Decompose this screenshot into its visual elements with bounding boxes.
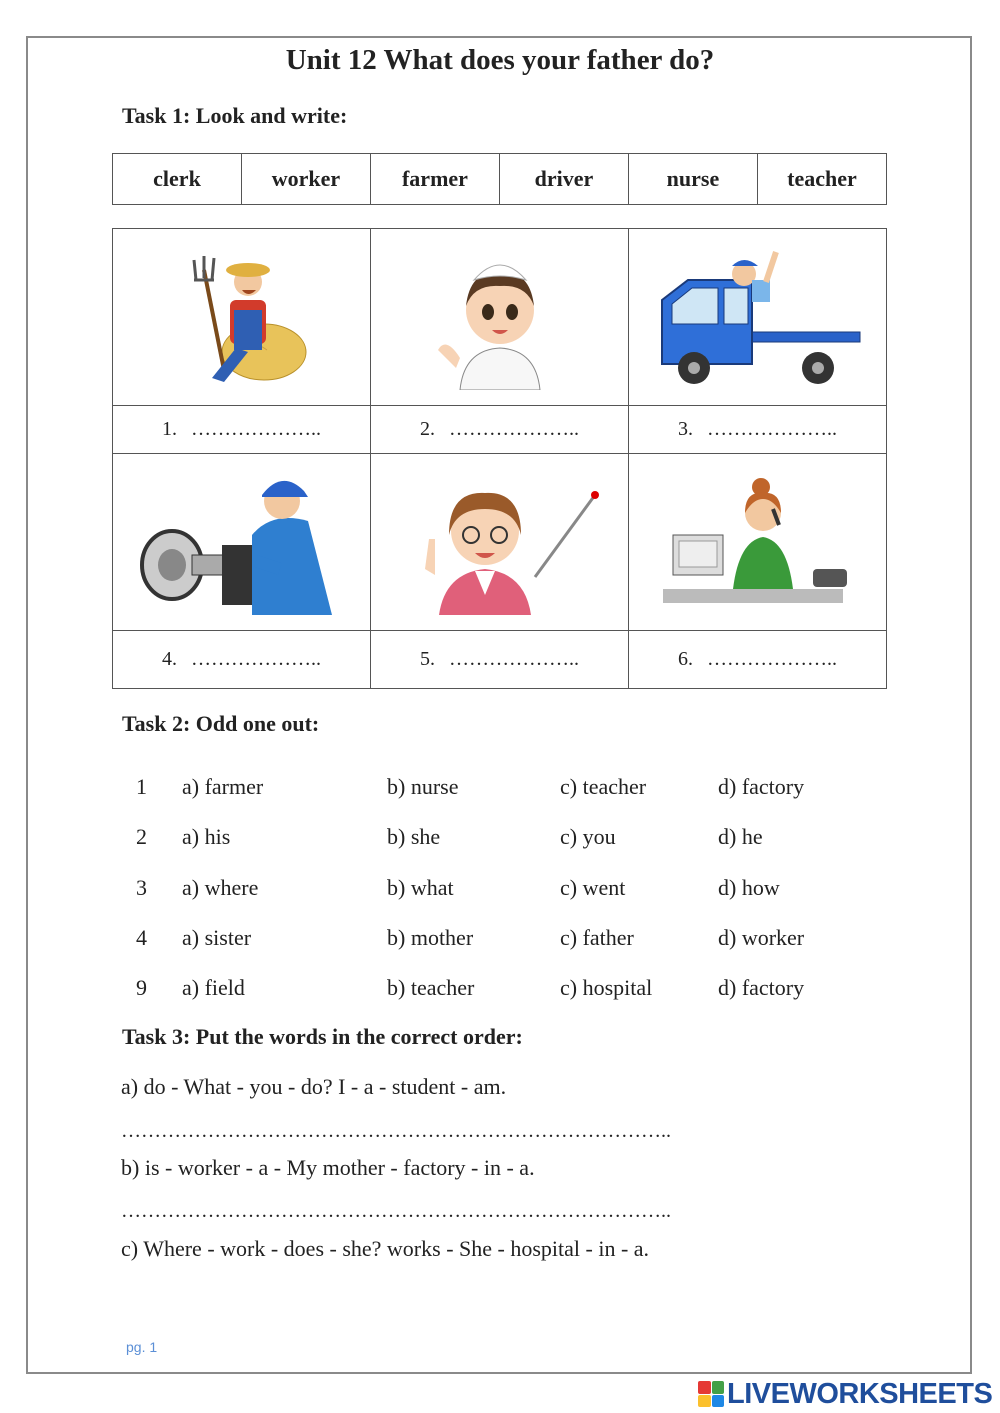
question-number: 9 <box>136 975 147 1000</box>
word-bank-item: worker <box>241 154 370 205</box>
option-d[interactable]: d) he <box>718 824 763 849</box>
nurse-picture <box>371 229 629 406</box>
option-c[interactable]: c) hospital <box>560 975 653 1000</box>
answer-cell[interactable] <box>113 406 371 454</box>
answer-blank[interactable]: ……………….. <box>449 648 579 670</box>
answer-blank[interactable]: ……………….. <box>449 418 579 440</box>
option-d[interactable]: d) worker <box>718 925 805 950</box>
answer-blank[interactable]: ……………….. <box>191 648 321 670</box>
word-bank-item: clerk <box>113 154 242 205</box>
answer-blank[interactable]: ……………….. <box>191 418 321 440</box>
option-d[interactable]: d) factory <box>718 975 805 1000</box>
answer-cell[interactable] <box>371 406 629 454</box>
task1-heading: Task 1: Look and write: <box>122 103 348 128</box>
answer-number: 5. <box>420 648 435 670</box>
scrambled-sentence: b) is - worker - a - My mother - factory - in - a. <box>121 1155 535 1180</box>
option-b[interactable]: b) what <box>387 875 454 900</box>
worker-picture <box>113 454 371 631</box>
option-a[interactable]: a) farmer <box>182 774 264 799</box>
option-a[interactable]: a) where <box>182 875 259 900</box>
word-bank <box>112 153 887 205</box>
answer-line[interactable]: ……………………………………………………………………….. <box>121 1120 671 1142</box>
liveworksheets-logo[interactable] <box>698 1378 992 1410</box>
answer-line[interactable]: ……………………………………………………………………….. <box>121 1200 671 1222</box>
odd-one-out-row <box>0 774 1000 804</box>
answer-cell[interactable] <box>113 631 371 689</box>
option-b[interactable]: b) teacher <box>387 975 475 1000</box>
question-number: 4 <box>136 925 147 950</box>
question-number: 2 <box>136 824 147 849</box>
option-b[interactable]: b) mother <box>387 925 474 950</box>
answer-cell[interactable] <box>371 631 629 689</box>
odd-one-out-row <box>0 925 1000 955</box>
driver-picture <box>629 229 887 406</box>
answer-number: 3. <box>678 418 693 440</box>
answer-number: 4. <box>162 648 177 670</box>
option-c[interactable]: c) you <box>560 824 616 849</box>
option-a[interactable]: a) his <box>182 824 231 849</box>
option-a[interactable]: a) sister <box>182 925 252 950</box>
option-b[interactable]: b) she <box>387 824 441 849</box>
page-title: Unit 12 What does your father do? <box>285 44 715 76</box>
word-bank-item: driver <box>499 154 628 205</box>
word-bank-item: teacher <box>757 154 886 205</box>
odd-one-out-row <box>0 875 1000 905</box>
scrambled-sentence: a) do - What - you - do? I - a - student - am. <box>121 1074 507 1099</box>
answer-cell[interactable] <box>629 631 887 689</box>
task2-heading: Task 2: Odd one out: <box>122 711 320 736</box>
scrambled-sentence: c) Where - work - does - she? works - She - hospital - in - a. <box>121 1236 650 1261</box>
option-d[interactable]: d) factory <box>718 774 805 799</box>
word-bank-item: nurse <box>628 154 757 205</box>
word-bank-item: farmer <box>370 154 499 205</box>
page-number: pg. 1 <box>126 1339 158 1355</box>
option-c[interactable]: c) father <box>560 925 634 950</box>
option-b[interactable]: b) nurse <box>387 774 459 799</box>
answer-number: 1. <box>162 418 177 440</box>
option-c[interactable]: c) teacher <box>560 774 647 799</box>
odd-one-out-row <box>0 975 1000 1005</box>
answer-blank[interactable]: ……………….. <box>707 418 837 440</box>
answer-cell[interactable] <box>629 406 887 454</box>
brand-name: LIVEWORKSHEETS <box>727 1377 993 1410</box>
logo-icon <box>698 1381 724 1407</box>
answer-number: 2. <box>420 418 435 440</box>
teacher-picture <box>371 454 629 631</box>
question-number: 1 <box>136 774 147 799</box>
clerk-picture <box>629 454 887 631</box>
answer-number: 6. <box>678 648 693 670</box>
task3-heading: Task 3: Put the words in the correct order: <box>122 1024 523 1049</box>
option-d[interactable]: d) how <box>718 875 780 900</box>
farmer-picture <box>113 229 371 406</box>
option-a[interactable]: a) field <box>182 975 245 1000</box>
question-number: 3 <box>136 875 147 900</box>
picture-table <box>112 228 887 689</box>
odd-one-out-row <box>0 824 1000 854</box>
answer-blank[interactable]: ……………….. <box>707 648 837 670</box>
option-c[interactable]: c) went <box>560 875 626 900</box>
